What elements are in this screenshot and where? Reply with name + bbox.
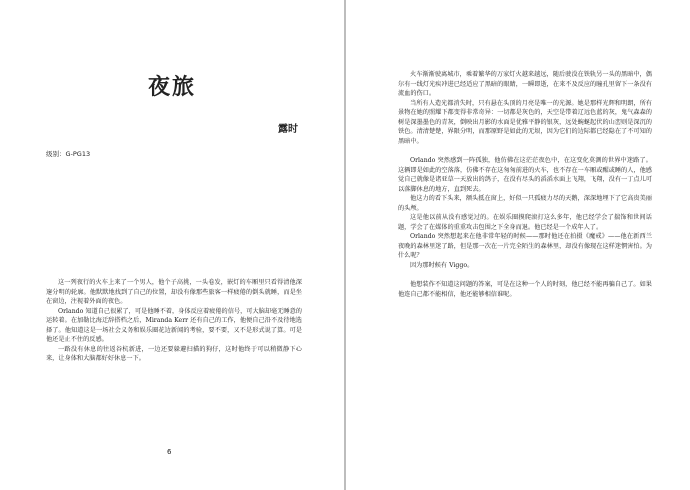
- paragraph: 因为那时候有 Viggo。: [410, 261, 474, 269]
- left-page: [0, 0, 344, 490]
- right-body-text: [398, 70, 652, 299]
- author-name: 露时: [278, 124, 298, 135]
- paragraph: 他这力的看下头来，额头抵在窗上，好似一只孤疲力尽的天鹅，深深地埋下了它高贵美丽的头颅。: [398, 195, 652, 212]
- paragraph: 当所有人造光都消失时，只有悬在头顶的月亮是唯一的光源。她是那样光辉和明朗，所有景物在她的照耀下都变得非常奇异：一切都是灰色的，天空是带着辽远色蓝的灰，鬼气森森的树是深墨墨色的青灰，倒映出月影的水面是优雅平静的银灰，远处蜿蜒起伏的山峦则是深沉的铁色。清清楚楚，界限分明，而那原野是如此的无垠，因为它们的边际都已经隐在了不可知的黑暗中。: [398, 99, 652, 145]
- paragraph: Orlando 突然感到一阵孤独，他仿佛在这茫茫夜色中，在这变化莫测的世界中迷路了。这辆即是如此的空落落，仿佛不存在这匆匆前进的火车，也不存在一车厢或醒或睡的人，他感觉自己就像是诸亚草一天放出的鸽子，在没有尽头的滔滔水面上飞翔，飞翔，没有一丁点儿可以落脚休息的地方，直到死去。: [398, 157, 652, 193]
- paragraph: 这是他以前从没有感觉过的。在娱乐圈摸爬滚打这么多年，他已经学会了揣饰和世间话题，学会了在媒体的重重攻击包围之下全身而退。他已经是一个成年人了。: [398, 214, 652, 231]
- paragraph: Orlando 知道自己很累了，可是他睡不着，身体反应着疲倦的信号，可大脑却毫无睡意的运转着。在加勒比海迁辞搭档之后，Miranda Kerr 还有自己的工作，他便自己沿不及待地选择了。他知道这是一场社会义务和娱乐圈花边新闻的考验，要不要，又不是形式说了算。可是他还是止不住的反感。: [46, 307, 302, 343]
- paragraph: 一路没有休息的往返谷杭新进，一边还要躲避扫描的狗仔，这时他终于可以稍微静下心来，让身体和大脑都好好休息一下。: [46, 345, 302, 362]
- paragraph: 他想装作不知道这问题的答案，可是在这种一个人的时刻，他已经不能再骗自己了。如果他连自己都不能相信，他还能够相信谁呢。: [398, 281, 652, 298]
- paragraph: Orlando 突然想起来在他非常年轻的时候——那时他还在拍摄《魔戒》——他在新西兰夜晚的森林里迷了路，但是那一次在一片完全陌生的森林里，却没有像现在这样迷惘害怕。为什么呢？: [398, 233, 652, 259]
- rating-label: 级别：G-PG13: [46, 150, 91, 158]
- story-title: 夜旅: [147, 74, 196, 100]
- page-number: 6: [167, 448, 172, 456]
- left-body-text: [46, 278, 302, 364]
- paragraph: 这一列夜行的火车上来了一个男人，他个子高挑，一头卷发，嵌灯的车厢里只看得清他深邃分明的轮廓。他默默地找到了自己的位置，却没有像那些旅客一样疲倦的倒头就睡，而是坐在窗边，注视着外面的夜色。: [46, 279, 302, 305]
- paragraph: 火车渐渐驶离城市，乘着繁华的万家灯火越来越远，随后驶没在铁轨另一头的黑暗中，偶尔有一线灯光疾冲进已经适应了黑暗的眼睛，一瞬即逝，在来不及反应的瞳孔里留下一条没有流血的伤口。: [398, 71, 652, 97]
